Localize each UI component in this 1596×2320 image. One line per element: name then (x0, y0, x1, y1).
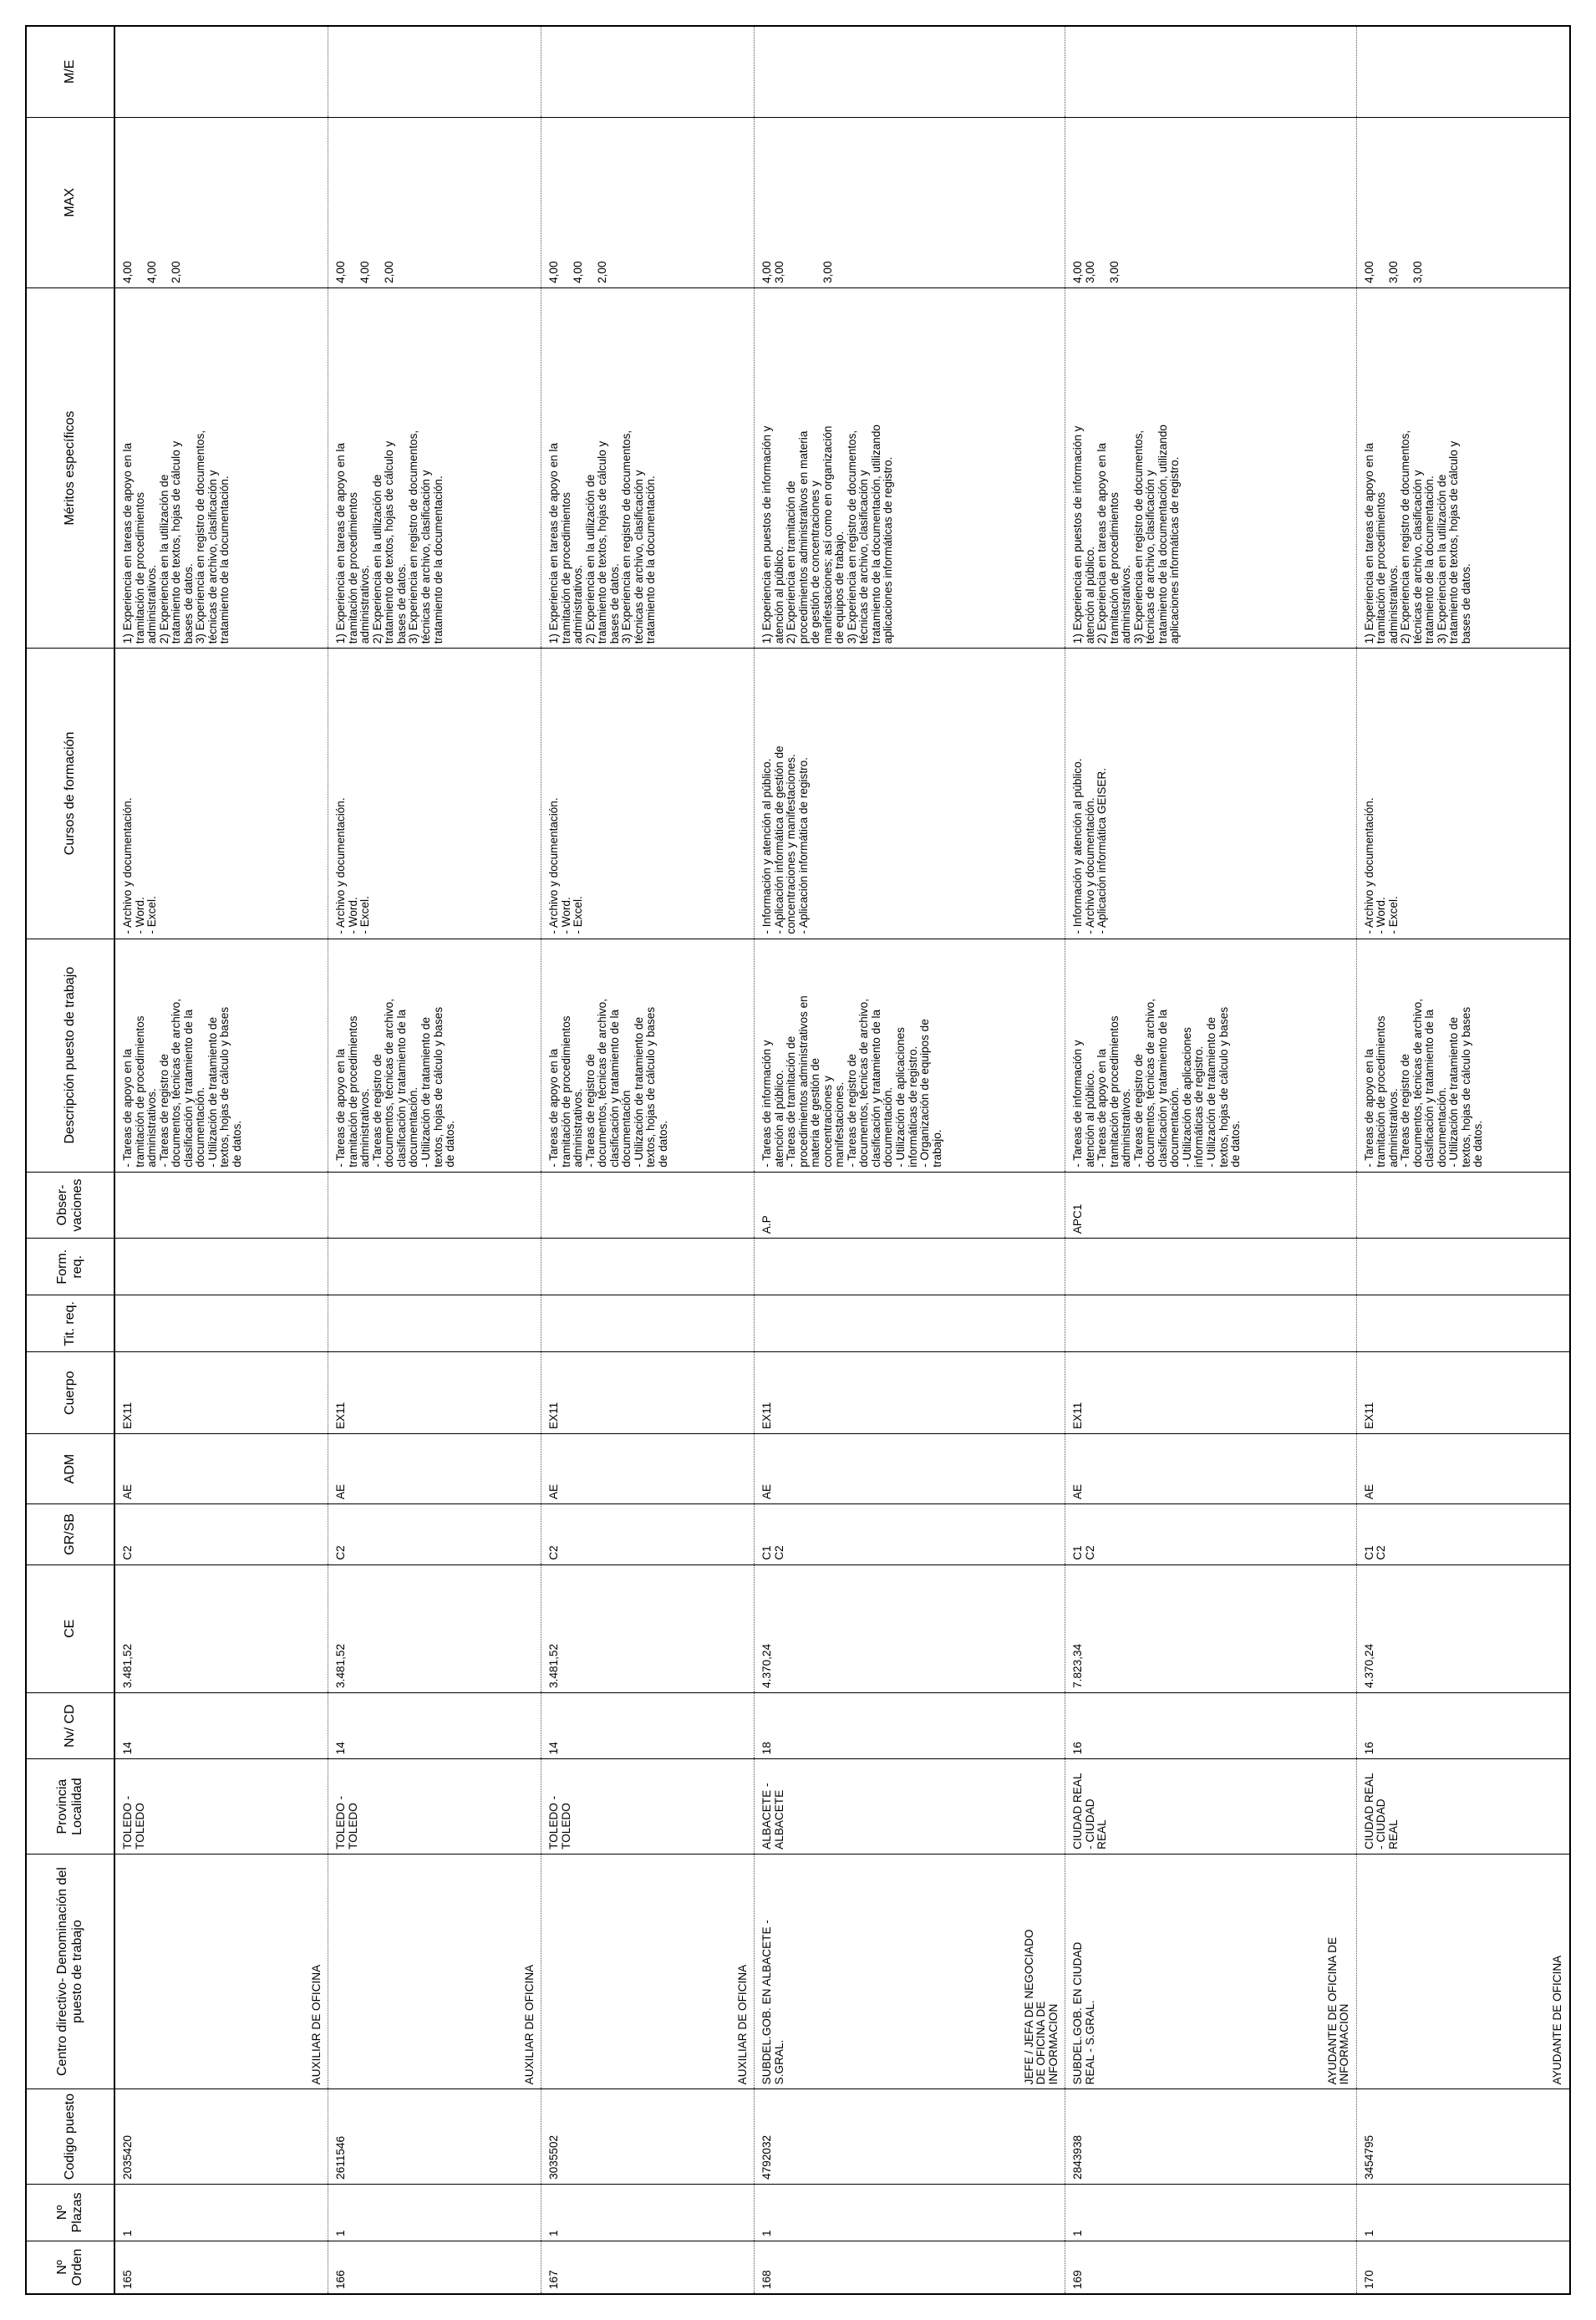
cell-observaciones: A.P (755, 1172, 1065, 1238)
cell-orden: 169 (1065, 2241, 1357, 2294)
table-row (328, 26, 541, 2294)
cell-titulacion (1065, 1295, 1357, 1352)
cell-codigo: 3035502 (541, 2089, 755, 2185)
header-max: MAX (26, 117, 114, 287)
header-codigo: Codigo puesto (26, 2089, 114, 2185)
cell-titulacion (328, 1295, 541, 1352)
cell-me (1356, 26, 1570, 117)
cell-provincia: TOLEDO - TOLEDO (114, 1759, 328, 1854)
cell-provincia: TOLEDO - TOLEDO (541, 1759, 755, 1854)
denominacion-puesto: AUXILIAR DE OFICINA (735, 1964, 749, 2085)
cell-cuerpo: EX11 (1356, 1352, 1570, 1434)
cell-max: 4,00 3,00 3,00 (1356, 117, 1570, 287)
cell-nivel: 14 (114, 1692, 328, 1758)
cell-meritos: 1) Experiencia en tareas de apoyo en la tramitación de procedimientos administrativos. 2) Experiencia en la utilización de tratamiento de textos, hojas de cálculo y bases de datos. 3) Experiencia en registro de documentos, técnicas de archivo, clasificación y tratamiento de la documentación. (328, 287, 541, 648)
cell-me (541, 26, 755, 117)
header-cursos: Cursos de formación (26, 649, 114, 939)
cell-grupo: C1 C2 (755, 1504, 1065, 1565)
cell-ce: 4.370,24 (1356, 1564, 1570, 1692)
cell-max: 4,00 3,00 3,00 (1065, 117, 1357, 287)
cell-centro (541, 1854, 755, 2089)
cell-max: 4,00 4,00 2,00 (114, 117, 328, 287)
cell-orden: 170 (1356, 2241, 1570, 2294)
cell-ce: 3.481,52 (114, 1564, 328, 1692)
cell-provincia: CIUDAD REAL - CIUDAD REAL (1065, 1759, 1357, 1854)
cell-cursos: - Archivo y documentación. - Word. - Excel. (1356, 649, 1570, 939)
cell-meritos: 1) Experiencia en tareas de apoyo en la tramitación de procedimientos administrativos. 2) Experiencia en registro de documentos, técnicas de archivo, clasificación y tratamiento de la documentación. 3) Experiencia en la utilización de tratamiento de textos, hojas de cálculo y bases de datos. (1356, 287, 1570, 648)
cell-cuerpo: EX11 (114, 1352, 328, 1434)
cell-cuerpo: EX11 (755, 1352, 1065, 1434)
cell-titulacion (755, 1295, 1065, 1352)
cell-meritos: 1) Experiencia en puestos de información y atención al público. 2) Experiencia en tareas de apoyo en la tramitación de procedimientos administrativos. 3) Experiencia en registro de documentos, técnicas de archivo, clasificación y tratamiento de la documentación, utilizando aplicaciones informáticas de registro. (1065, 287, 1357, 648)
cell-codigo: 2843938 (1065, 2089, 1357, 2185)
cell-plazas: 1 (1065, 2184, 1357, 2241)
cell-centro (1065, 1854, 1357, 2089)
cell-provincia: ALBACETE - ALBACETE (755, 1759, 1065, 1854)
cell-orden: 168 (755, 2241, 1065, 2294)
cell-descripcion: - Tareas de apoyo en la tramitación de procedimientos administrativos. - Tareas de registro de documentos, técnicas de archivo, clasificación y tratamiento de la documentación. - Utilización de tratamiento de textos, hojas de cálculo y bases de datos. (114, 939, 328, 1172)
cell-orden: 167 (541, 2241, 755, 2294)
table-row (1065, 26, 1357, 2294)
header-descripcion: Descripción puesto de trabajo (26, 939, 114, 1172)
cell-grupo: C2 (328, 1504, 541, 1565)
header-grupo: GR/SB (26, 1504, 114, 1565)
cell-cursos: - Información y atención al público. - Aplicación informática de gestión de concentraciones y manifestaciones. - Aplicación informática de registro. (755, 649, 1065, 939)
positions-table (25, 25, 1571, 2295)
cell-meritos: 1) Experiencia en puestos de información y atención al público. 2) Experiencia en tramitación de procedimientos administrativos en materia de gestión de concentraciones y manifestaciones; así como en organización de equipos de trabajo. 3) Experiencia en registro de documentos, técnicas de archivo, clasificación y tratamiento de la documentación, utilizando aplicaciones informáticas de registro. (755, 287, 1065, 648)
cell-descripcion: - Tareas de información y atención al público. - Tareas de apoyo en la tramitación de procedimientos administrativos. - Tareas de registro de documentos, técnicas de archivo, clasificación y tratamiento de la documentación. - Utilización de aplicaciones informáticas de registro. - Utilización de tratamiento de textos, hojas de cálculo y bases de datos. (1065, 939, 1357, 1172)
cell-adm: AE (328, 1434, 541, 1504)
cell-plazas: 1 (755, 2184, 1065, 2241)
table-row (114, 26, 328, 2294)
cell-me (1065, 26, 1357, 117)
cell-observaciones: APC1 (1065, 1172, 1357, 1238)
cell-adm: AE (541, 1434, 755, 1504)
cell-nivel: 14 (541, 1692, 755, 1758)
cell-centro (755, 1854, 1065, 2089)
cell-centro (1356, 1854, 1570, 2089)
denominacion-puesto: AUXILIAR DE OFICINA (309, 1964, 323, 2085)
header-row (26, 26, 114, 2294)
cell-grupo: C2 (541, 1504, 755, 1565)
cell-nivel: 18 (755, 1692, 1065, 1758)
cell-provincia: CIUDAD REAL - CIUDAD REAL (1356, 1759, 1570, 1854)
header-plazas: Nº Plazas (26, 2184, 114, 2241)
header-cuerpo: Cuerpo (26, 1352, 114, 1434)
cell-max: 4,00 4,00 2,00 (541, 117, 755, 287)
cell-grupo: C1 C2 (1065, 1504, 1357, 1565)
denominacion-puesto: AUXILIAR DE OFICINA (522, 1964, 536, 2085)
cell-cursos: - Información y atención al público. - Archivo y documentación. - Aplicación informática GEISER. (1065, 649, 1357, 939)
cell-formacion (541, 1239, 755, 1295)
cell-nivel: 14 (328, 1692, 541, 1758)
cell-cursos: - Archivo y documentación. - Word. - Excel. (114, 649, 328, 939)
cell-plazas: 1 (541, 2184, 755, 2241)
cell-grupo: C1 C2 (1356, 1504, 1570, 1565)
table-row (541, 26, 755, 2294)
cell-ce: 3.481,52 (328, 1564, 541, 1692)
cell-cuerpo: EX11 (328, 1352, 541, 1434)
cell-orden: 166 (328, 2241, 541, 2294)
centro-directivo: SUBDEL.GOB. EN ALBACETE - S.GRAL. (760, 1920, 785, 2085)
cell-plazas: 1 (1356, 2184, 1570, 2241)
denominacion-puesto: AYUDANTE DE OFICINA DE INFORMACION (1325, 1936, 1351, 2085)
cell-descripcion: - Tareas de apoyo en la tramitación de procedimientos administrativos. - Tareas de registro de documentos, técnicas de archivo, clasificación y tratamiento de la documentación. - Utilización de tratamiento de textos, hojas de cálculo y bases de datos. (1356, 939, 1570, 1172)
cell-descripcion: - Tareas de apoyo en la tramitación de procedimientos administrativos. - Tareas de registro de documentos, técnicas de archivo, clasificación y tratamiento de la documentación - Utilización de tratamiento de textos, hojas de cálculo y bases de datos. (541, 939, 755, 1172)
cell-titulacion (1356, 1295, 1570, 1352)
header-formacion: Form. req. (26, 1239, 114, 1295)
cell-grupo: C2 (114, 1504, 328, 1565)
cell-descripcion: - Tareas de apoyo en la tramitación de procedimientos administrativos. - Tareas de registro de documentos, técnicas de archivo, clasificación y tratamiento de la documentación. - Utilización de tratamiento de textos, hojas de cálculo y bases de datos. (328, 939, 541, 1172)
denominacion-puesto: JEFE / JEFA DE NEGOCIADO DE OFICINA DE INFORMACION (1022, 1929, 1060, 2085)
cell-nivel: 16 (1065, 1692, 1357, 1758)
cell-plazas: 1 (328, 2184, 541, 2241)
cell-formacion (114, 1239, 328, 1295)
header-adm: ADM (26, 1434, 114, 1504)
cell-me (755, 26, 1065, 117)
cell-observaciones (1356, 1172, 1570, 1238)
cell-plazas: 1 (114, 2184, 328, 2241)
header-ce: CE (26, 1564, 114, 1692)
cell-adm: AE (755, 1434, 1065, 1504)
cell-centro (114, 1854, 328, 2089)
cell-adm: AE (1356, 1434, 1570, 1504)
cell-codigo: 2035420 (114, 2089, 328, 2185)
cell-nivel: 16 (1356, 1692, 1570, 1758)
cell-codigo: 4792032 (755, 2089, 1065, 2185)
cell-titulacion (114, 1295, 328, 1352)
cell-centro (328, 1854, 541, 2089)
header-centro: Centro directivo- Denominación del puesto de trabajo (26, 1854, 114, 2089)
cell-meritos: 1) Experiencia en tareas de apoyo en la tramitación de procedimientos administrativos. 2) Experiencia en la utilización de tratamiento de textos, hojas de cálculo y bases de datos. 3) Experiencia en registro de documentos, técnicas de archivo, clasificación y tratamiento de la documentación. (114, 287, 328, 648)
cell-codigo: 3454795 (1356, 2089, 1570, 2185)
header-orden: Nº Orden (26, 2241, 114, 2294)
cell-orden: 165 (114, 2241, 328, 2294)
cell-observaciones (328, 1172, 541, 1238)
denominacion-puesto: AYUDANTE DE OFICINA (1551, 1955, 1564, 2085)
cell-me (114, 26, 328, 117)
cell-cuerpo: EX11 (1065, 1352, 1357, 1434)
cell-ce: 7.823,34 (1065, 1564, 1357, 1692)
cell-cursos: - Archivo y documentación. - Word. - Excel. (541, 649, 755, 939)
cell-adm: AE (114, 1434, 328, 1504)
header-nivel: Nv/ CD (26, 1692, 114, 1758)
cell-observaciones (541, 1172, 755, 1238)
cell-cursos: - Archivo y documentación. - Word. - Excel. (328, 649, 541, 939)
table-row (1356, 26, 1570, 2294)
cell-formacion (755, 1239, 1065, 1295)
header-meritos: Méritos específicos (26, 287, 114, 648)
cell-me (328, 26, 541, 117)
cell-formacion (1065, 1239, 1357, 1295)
header-me: M/E (26, 26, 114, 117)
cell-adm: AE (1065, 1434, 1357, 1504)
cell-descripcion: - Tareas de información y atención al público. - Tareas de tramitación de procedimientos administrativos en materia de gestión de concentraciones y manifestaciones. - Tareas de registro de documentos, técnicas de archivo, clasificación y tratamiento de la documentación. - Utilización de aplicaciones informáticas de registro. - Organización de equipos de trabajo. (755, 939, 1065, 1172)
cell-formacion (1356, 1239, 1570, 1295)
cell-cuerpo: EX11 (541, 1352, 755, 1434)
cell-titulacion (541, 1295, 755, 1352)
cell-max: 4,00 3,00 3,00 (755, 117, 1065, 287)
cell-ce: 3.481,52 (541, 1564, 755, 1692)
cell-ce: 4.370,24 (755, 1564, 1065, 1692)
cell-formacion (328, 1239, 541, 1295)
header-provincia: Provincia Localidad (26, 1759, 114, 1854)
header-observaciones: Obser- vaciones (26, 1172, 114, 1238)
cell-provincia: TOLEDO - TOLEDO (328, 1759, 541, 1854)
cell-observaciones (114, 1172, 328, 1238)
table-row (755, 26, 1065, 2294)
cell-codigo: 2611546 (328, 2089, 541, 2185)
header-titulacion: Tit. req. (26, 1295, 114, 1352)
cell-max: 4,00 4,00 2,00 (328, 117, 541, 287)
cell-meritos: 1) Experiencia en tareas de apoyo en la tramitación de procedimientos administrativos. 2) Experiencia en la utilización de tratamiento de textos, hojas de cálculo y bases de datos. 3) Experiencia en registro de documentos, técnicas de archivo, clasificación y tratamiento de la documentación. (541, 287, 755, 648)
centro-directivo: SUBDEL.GOB. EN CIUDAD REAL - S.GRAL. (1071, 1941, 1096, 2085)
